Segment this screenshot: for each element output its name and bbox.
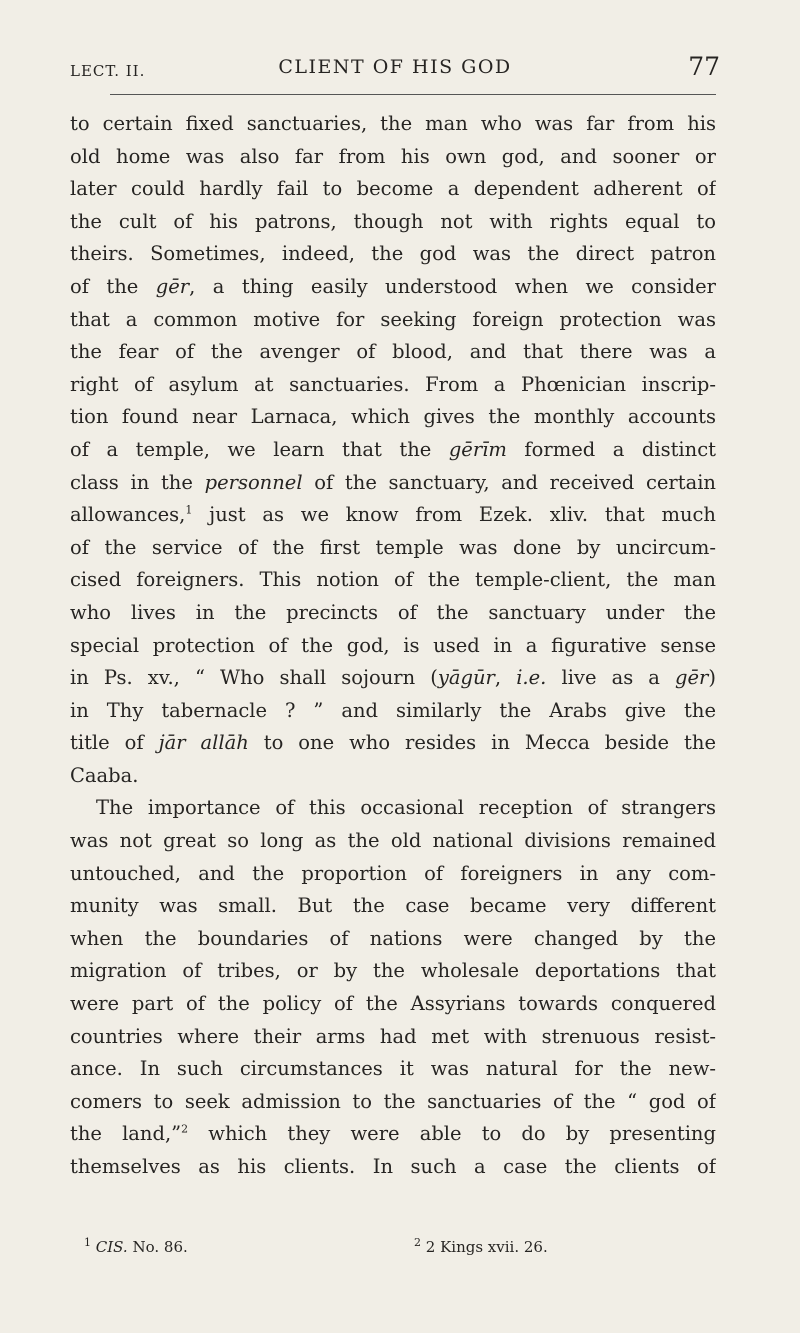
italic-term: gērīm (448, 437, 507, 461)
lecture-label: LECT. II. (70, 62, 146, 80)
text-run: just as we know from Ezek. xliv. that much (192, 503, 716, 527)
footnote-ref: 1 (185, 503, 193, 517)
text-run: to one who resides in Mecca beside the (248, 731, 716, 755)
footnote-text: No. 86. (127, 1238, 188, 1256)
text-line: ance. In such circumstances it was natural for the new- (70, 1057, 716, 1081)
text-line (70, 1118, 716, 1151)
body-text (70, 108, 716, 1184)
text-line: the cult of his patrons, though not with rights equal to (70, 209, 716, 233)
footnote-text: 2 Kings xvii. 26. (421, 1238, 548, 1256)
footnote-2 (414, 1235, 548, 1259)
footnote-mark: 2 (414, 1236, 421, 1249)
footnote-ref: 2 (181, 1122, 189, 1136)
text-line: countries where their arms had met with strenuous resist- (70, 1024, 716, 1048)
text-line (70, 499, 716, 532)
text-line: Caaba. (70, 763, 139, 787)
text-line: munity was small. But the case became very different (70, 894, 716, 918)
text-line (70, 434, 716, 467)
text-run: , (494, 666, 517, 690)
italic-term: gēr (155, 274, 190, 298)
text-line: old home was also far from his own god, and sooner or (70, 144, 716, 168)
text-line: special protection of the god, is used in a figurative sense (70, 633, 716, 657)
text-line: was not great so long as the old national divisions remained (70, 829, 716, 853)
text-line: of the service of the first temple was done by uncircum- (70, 535, 716, 559)
text-run: formed a distinct (506, 437, 716, 461)
italic-term: i.e. (516, 666, 547, 690)
text-run: in Ps. xv., “ Who shall sojourn ( (70, 666, 438, 690)
page-number: 77 (688, 52, 720, 81)
italic-term: jār allāh (158, 731, 249, 755)
text-line: untouched, and the proportion of foreigners in any com- (70, 861, 716, 885)
text-run: the land,” (70, 1122, 182, 1146)
text-line: in Thy tabernacle ? ” and similarly the Arabs give the (70, 698, 716, 722)
text-line: were part of the policy of the Assyrians towards conquered (70, 992, 716, 1016)
text-line: The importance of this occasional reception of strangers (96, 796, 716, 820)
text-line: when the boundaries of nations were changed by the (70, 926, 716, 950)
text-line: that a common motive for seeking foreign protection was (70, 307, 716, 331)
text-line: cised foreigners. This notion of the temple-client, the man (70, 568, 716, 592)
text-line (70, 662, 716, 695)
text-run: which they were able to do by presenting (188, 1122, 716, 1146)
text-run: of the (70, 274, 156, 298)
text-run: of a temple, we learn that the (70, 437, 449, 461)
italic-term: gēr (675, 666, 709, 690)
text-run: , a thing easily understood when we consider (189, 274, 716, 298)
text-line: later could hardly fail to become a dependent adherent of (70, 177, 716, 201)
text-line: comers to seek admission to the sanctuaries of the “ god of (70, 1089, 716, 1113)
text-line: the fear of the avenger of blood, and that there was a (70, 340, 716, 364)
footnote-source: CIS. (95, 1238, 128, 1256)
footnote-mark: 1 (84, 1236, 91, 1249)
italic-term: personnel (204, 470, 303, 494)
header-rule (110, 94, 716, 95)
text-line: tion found near Larnaca, which gives the monthly accounts (70, 405, 716, 429)
text-run: title of (70, 731, 159, 755)
running-title: CLIENT OF HIS GOD (278, 56, 512, 78)
italic-term: yāgūr (437, 666, 495, 690)
text-line: migration of tribes, or by the wholesale deportations that (70, 959, 716, 983)
text-run: class in the (70, 470, 205, 494)
text-line: who lives in the precincts of the sanctuary under the (70, 600, 716, 624)
text-line: themselves as his clients. In such a case the clients of (70, 1155, 716, 1178)
text-line (70, 727, 716, 760)
footnotes (84, 1235, 694, 1259)
text-line: right of asylum at sanctuaries. From a Phœnician inscrip- (70, 372, 716, 396)
text-run: allowances, (70, 503, 186, 527)
text-line: to certain fixed sanctuaries, the man who was far from his (70, 112, 716, 135)
running-head (70, 50, 720, 86)
text-run: of the sanctuary, and received certain (302, 470, 716, 494)
text-line: theirs. Sometimes, indeed, the god was the direct patron (70, 242, 716, 266)
text-run: ) (708, 666, 716, 690)
footnote-1 (84, 1235, 188, 1259)
text-line (70, 271, 716, 304)
text-run: live as a (546, 666, 676, 690)
text-line (70, 467, 716, 500)
